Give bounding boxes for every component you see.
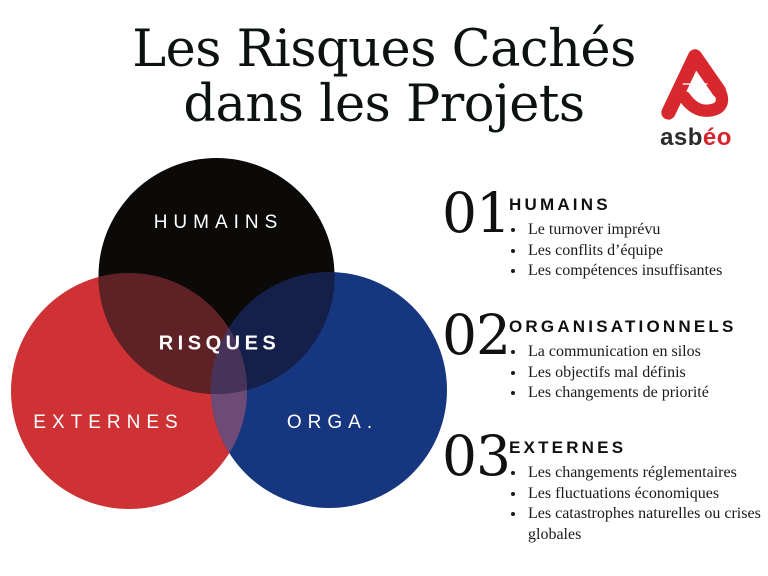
section-heading: EXTERNES — [509, 438, 627, 457]
section-number: 03 — [442, 424, 510, 488]
section-bullet-list — [509, 342, 764, 404]
bullet-item: • Les catastrophes naturelles ou crises globales — [526, 504, 764, 545]
bullet-item: • La communication en silos — [526, 342, 764, 363]
bullet-item: • Les changements de priorité — [526, 383, 764, 404]
section-number: 02 — [442, 303, 510, 367]
venn-diagram — [0, 150, 460, 562]
venn-label-orga: ORGA. — [286, 412, 379, 433]
section-bullet-list — [509, 463, 764, 545]
bullet-item: • Le turnover imprévu — [526, 220, 764, 241]
page-title-line2: dans les Projets — [183, 75, 585, 134]
section-02-organisationnels — [442, 303, 764, 404]
asbeo-wordmark-red: éo — [702, 124, 732, 151]
asbeo-wordmark-dark: asb — [660, 124, 703, 151]
section-body — [509, 312, 764, 404]
section-number: 01 — [442, 181, 510, 245]
section-heading: ORGANISATIONNELS — [509, 317, 737, 336]
bullet-item: • Les compétences insuffisantes — [526, 261, 764, 282]
section-01-humains — [442, 181, 764, 282]
bullet-item: • Les conflits d’équipe — [526, 241, 764, 262]
bullet-item: • Les changements réglementaires — [526, 463, 764, 484]
bullet-item: • Les objectifs mal définis — [526, 363, 764, 384]
asbeo-ribbon-a-icon — [648, 46, 744, 122]
section-body — [509, 433, 764, 545]
section-heading: HUMAINS — [509, 195, 611, 214]
section-03-externes — [442, 424, 764, 545]
section-bullet-list — [509, 220, 764, 282]
asbeo-wordmark — [646, 124, 746, 152]
venn-label-humains: HUMAINS — [153, 212, 284, 233]
venn-label-externes: EXTERNES — [33, 412, 184, 433]
venn-label-risques: RISQUES — [158, 332, 281, 355]
section-body — [509, 190, 764, 282]
page-title-line1: Les Risques Cachés — [132, 20, 636, 79]
bullet-item: • Les fluctuations économiques — [526, 484, 764, 505]
asbeo-logo — [646, 46, 746, 152]
